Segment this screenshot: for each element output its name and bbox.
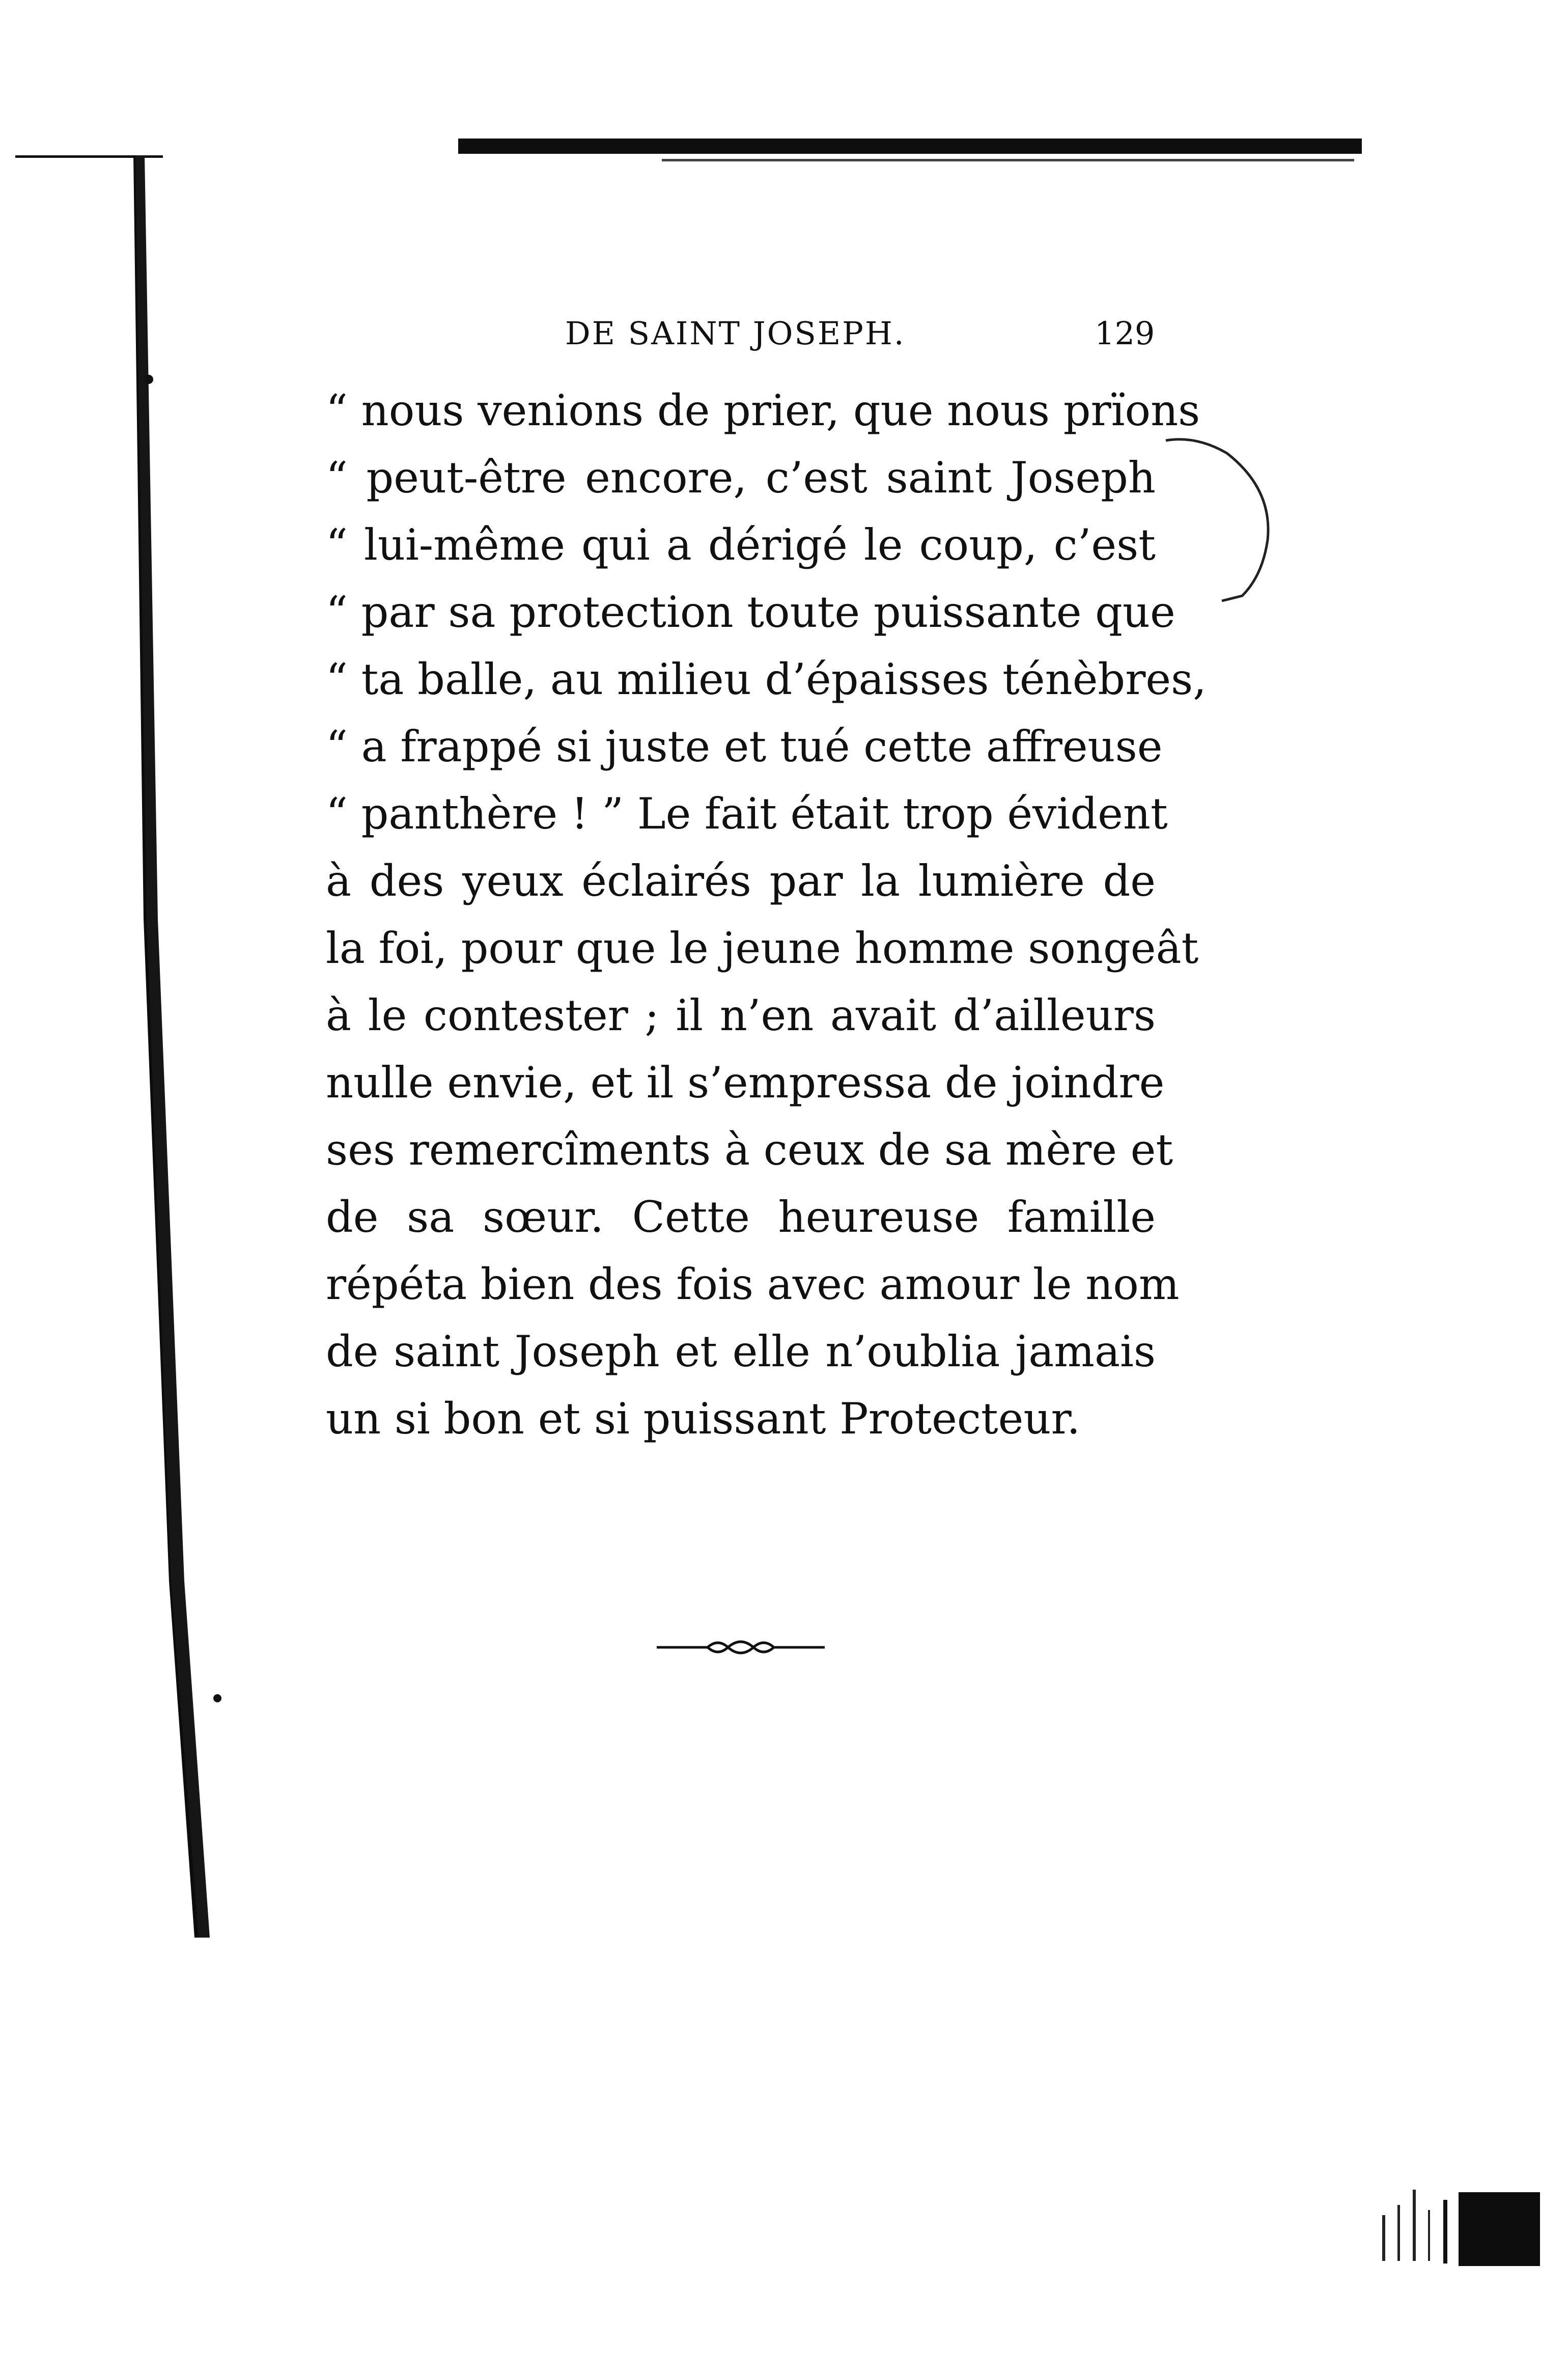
text-line: “ peut-être encore, c’est saint Joseph [326,453,1156,503]
scan-corner-shadow [1459,2192,1540,2266]
text-line: ses remercîments à ceux de sa mère et [326,1125,1173,1175]
text-line: “ nous venions de prier, que nous prïons [326,385,1200,435]
text-line: de saint Joseph et elle n’oublia jamais [326,1327,1156,1376]
scan-binding-edge [133,155,222,1938]
running-head [0,311,1568,356]
scan-edge-line [662,159,1354,161]
body-paragraph [326,377,1207,1452]
text-line: “ a frappé si juste et tué cette affreuse [326,722,1163,771]
text-line: un si bon et si puissant Protecteur. [326,1394,1081,1444]
running-title: DE SAINT JOSEPH. [565,315,906,352]
scan-corner-fragment [1377,2185,1459,2271]
text-line: nulle envie, et il s’empressa de joindre [326,1058,1165,1108]
page-number: 129 [1095,315,1155,352]
text-line: “ panthère ! ” Le fait était trop évident [326,789,1168,839]
scan-edge-bar [458,139,1362,154]
margin-pencil-bracket [1166,438,1288,611]
text-line: à des yeux éclairés par la lumière de [326,856,1156,906]
text-line: répéta bien des fois avec amour le nom [326,1259,1180,1309]
section-end-ornament [657,1632,825,1663]
text-line: de sa sœur. Cette heureuse famille [326,1192,1156,1242]
text-line: la foi, pour que le jeune homme songeât [326,923,1199,973]
text-line: “ lui-même qui a dérigé le coup, c’est [326,520,1156,570]
text-line: “ ta balle, au milieu d’épaisses ténèbres, [326,654,1207,704]
text-line: “ par sa protection toute puissante que [326,587,1175,637]
text-line: à le contester ; il n’en avait d’ailleurs [326,990,1156,1040]
